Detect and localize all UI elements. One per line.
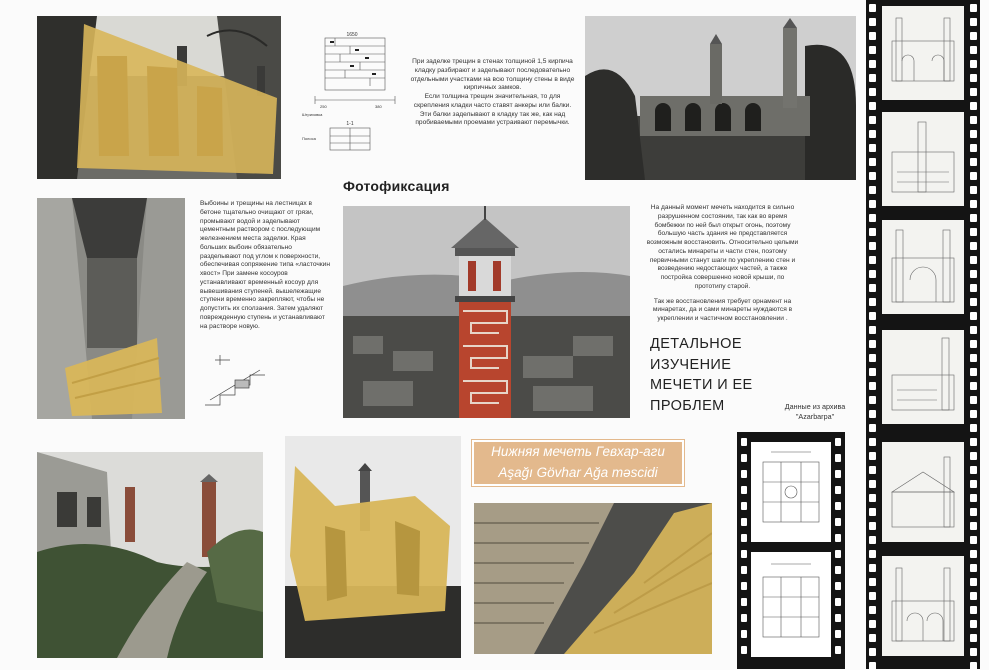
- condition-text-1: На данный момент мечеть находится в сильно разрушенном состоянии, так как во время бомбежки по ней был открыт огонь, поэтому большую часть здания не представляется возможным восстановить. Относительно целыми остались минареты и части стен, поэтому первичными станут шаги по укреплению стен и возведению недостающих частей, а также постройка совершенно новой крыши, по прототипу старой.: [646, 204, 799, 290]
- film-hole: [869, 368, 876, 376]
- film-hole: [970, 438, 977, 446]
- film-hole: [869, 200, 876, 208]
- stairs-photo: [37, 198, 185, 419]
- film-hole: [970, 550, 977, 558]
- stair-detail-drawing: [200, 350, 270, 410]
- film-hole: [869, 172, 876, 180]
- film-hole: [869, 312, 876, 320]
- drawing-label-a: Штриховка: [302, 112, 323, 117]
- film-hole: [869, 32, 876, 40]
- film-hole: [869, 144, 876, 152]
- film-hole: [970, 564, 977, 572]
- film-hole: [869, 480, 876, 488]
- film-hole: [970, 396, 977, 404]
- archive-plan-frame-2: [751, 552, 831, 657]
- film-hole: [869, 186, 876, 194]
- film-hole: [970, 144, 977, 152]
- film-hole: [869, 46, 876, 54]
- film-strip-bottom: [737, 432, 845, 669]
- film-hole: [970, 256, 977, 264]
- film-hole: [869, 396, 876, 404]
- film-hole: [869, 88, 876, 96]
- film-hole: [869, 424, 876, 432]
- film-hole: [970, 186, 977, 194]
- film-hole: [970, 466, 977, 474]
- film-hole: [970, 480, 977, 488]
- film-hole: [869, 284, 876, 292]
- film-hole: [970, 74, 977, 82]
- film-hole: [869, 410, 876, 418]
- film-strip-right: [866, 0, 980, 669]
- detail-title: ДЕТАЛЬНОЕ ИЗУЧЕНИЕ МЕЧЕТИ И ЕЕ ПРОБЛЕМ: [650, 336, 753, 414]
- film-hole: [970, 592, 977, 600]
- film-hole: [970, 214, 977, 222]
- film-hole: [970, 298, 977, 306]
- film-hole: [970, 326, 977, 334]
- banner-title-ru: Нижняя мечеть Гевхар-аги: [491, 444, 665, 459]
- archive-elevation-frame-2: [882, 112, 964, 206]
- archive-elevation-frame-5: [882, 442, 964, 542]
- minaret-photo: [343, 206, 630, 418]
- film-hole: [970, 634, 977, 642]
- wall-crack-photo: [37, 16, 281, 179]
- film-hole: [970, 4, 977, 12]
- masonry-closeup-photo: [474, 503, 712, 654]
- film-hole: [869, 620, 876, 628]
- condition-text: [645, 204, 800, 324]
- mosque-exterior-photo: [585, 16, 856, 180]
- film-hole: [970, 242, 977, 250]
- film-hole: [869, 634, 876, 642]
- film-hole: [970, 32, 977, 40]
- film-hole: [970, 158, 977, 166]
- film-hole: [970, 270, 977, 278]
- film-hole: [869, 536, 876, 544]
- film-hole: [869, 564, 876, 572]
- film-hole: [970, 494, 977, 502]
- film-hole: [869, 298, 876, 306]
- film-hole: [970, 88, 977, 96]
- film-hole: [869, 102, 876, 110]
- film-hole: [970, 522, 977, 530]
- mosque-name-banner: [472, 440, 684, 486]
- ruins-photo: [37, 452, 263, 658]
- film-hole: [869, 228, 876, 236]
- film-hole: [869, 74, 876, 82]
- stairs-repair-text: Выбоины и трещины на лестницах в бетоне тщательно очищают от грязи, промывают водой и заделывают цементным раствором с последующим железнением места заделки. Края больших выбоин обязательно разделывают под углом к поверхности, обеспечивая сопряжение типа «ласточкин хвост» При замене косоуров устанавливают временный косоур для вывешивания ступеней. вышележащие ступени временно закрепляют, чтобы не допустить их сползания. Затем удаляют поврежденную ступень и устанавливают на растворе новую.: [200, 200, 331, 330]
- film-hole: [869, 18, 876, 26]
- archive-elevation-frame-6: [882, 556, 964, 656]
- film-hole: [869, 578, 876, 586]
- masonry-drawing: [300, 28, 400, 158]
- drawing-label-b: Полоса: [302, 136, 316, 141]
- film-hole: [869, 158, 876, 166]
- film-hole: [869, 270, 876, 278]
- film-hole: [869, 4, 876, 12]
- film-hole: [970, 410, 977, 418]
- film-hole: [869, 452, 876, 460]
- archive-elevation-frame-4: [882, 330, 964, 424]
- drawing-dim-b: 380: [375, 104, 382, 109]
- film-hole: [869, 466, 876, 474]
- wall-ruin-photo: [285, 436, 461, 658]
- film-hole: [869, 508, 876, 516]
- film-hole: [970, 606, 977, 614]
- film-hole: [970, 578, 977, 586]
- film-hole: [970, 508, 977, 516]
- film-hole: [869, 494, 876, 502]
- archive-note: Данные из архива "Azarbarpa": [784, 402, 846, 421]
- archive-plan-frame: [751, 442, 831, 542]
- film-hole: [869, 438, 876, 446]
- film-hole: [869, 648, 876, 656]
- banner-title-az: Aşağı Gövhar Ağa məscidi: [498, 464, 658, 480]
- film-hole: [970, 46, 977, 54]
- film-hole: [869, 606, 876, 614]
- film-hole: [970, 452, 977, 460]
- film-hole: [869, 550, 876, 558]
- archive-elevation-frame-3: [882, 220, 964, 314]
- film-hole: [970, 116, 977, 124]
- condition-text-2: Так же восстановления требует орнамент на минаретах, да и сами минареты нуждаются в укреплении и частичном восстановлении .: [652, 297, 793, 323]
- film-hole: [869, 256, 876, 264]
- film-hole: [869, 60, 876, 68]
- film-hole: [970, 648, 977, 656]
- drawing-section: 1-1: [346, 121, 354, 127]
- film-hole: [869, 354, 876, 362]
- film-hole: [869, 116, 876, 124]
- section-title: Фотофиксация: [343, 178, 450, 194]
- film-hole: [970, 424, 977, 432]
- film-hole: [869, 522, 876, 530]
- film-hole: [869, 242, 876, 250]
- drawing-dim-top: 1650: [346, 32, 358, 38]
- film-hole: [970, 18, 977, 26]
- film-hole: [970, 382, 977, 390]
- film-hole: [869, 382, 876, 390]
- film-hole: [869, 130, 876, 138]
- film-hole: [970, 368, 977, 376]
- film-hole: [970, 172, 977, 180]
- film-hole: [970, 284, 977, 292]
- film-hole: [970, 228, 977, 236]
- film-hole: [970, 130, 977, 138]
- film-hole: [970, 620, 977, 628]
- film-hole: [970, 536, 977, 544]
- crack-repair-text: При заделке трещин в стенах толщиной 1,5 кирпича кладку разбирают и заделывают последовательно отдельными участками на всю толщину стены в виде кирпичных замков. Если толщина трещин значительная, то для скрепления кладки часто ставят анкеры или балки. Эти балки заделывают в кладку так же, как над пробиваемыми проемами устраивают перемычки.: [410, 58, 575, 127]
- film-hole: [869, 592, 876, 600]
- film-hole: [970, 102, 977, 110]
- film-hole: [970, 60, 977, 68]
- film-hole: [970, 354, 977, 362]
- film-hole: [970, 312, 977, 320]
- film-hole: [970, 200, 977, 208]
- film-hole: [970, 340, 977, 348]
- archive-elevation-frame-1: [882, 6, 964, 100]
- film-hole: [869, 326, 876, 334]
- film-hole: [869, 214, 876, 222]
- film-hole: [869, 340, 876, 348]
- drawing-dim-a: 250: [320, 104, 327, 109]
